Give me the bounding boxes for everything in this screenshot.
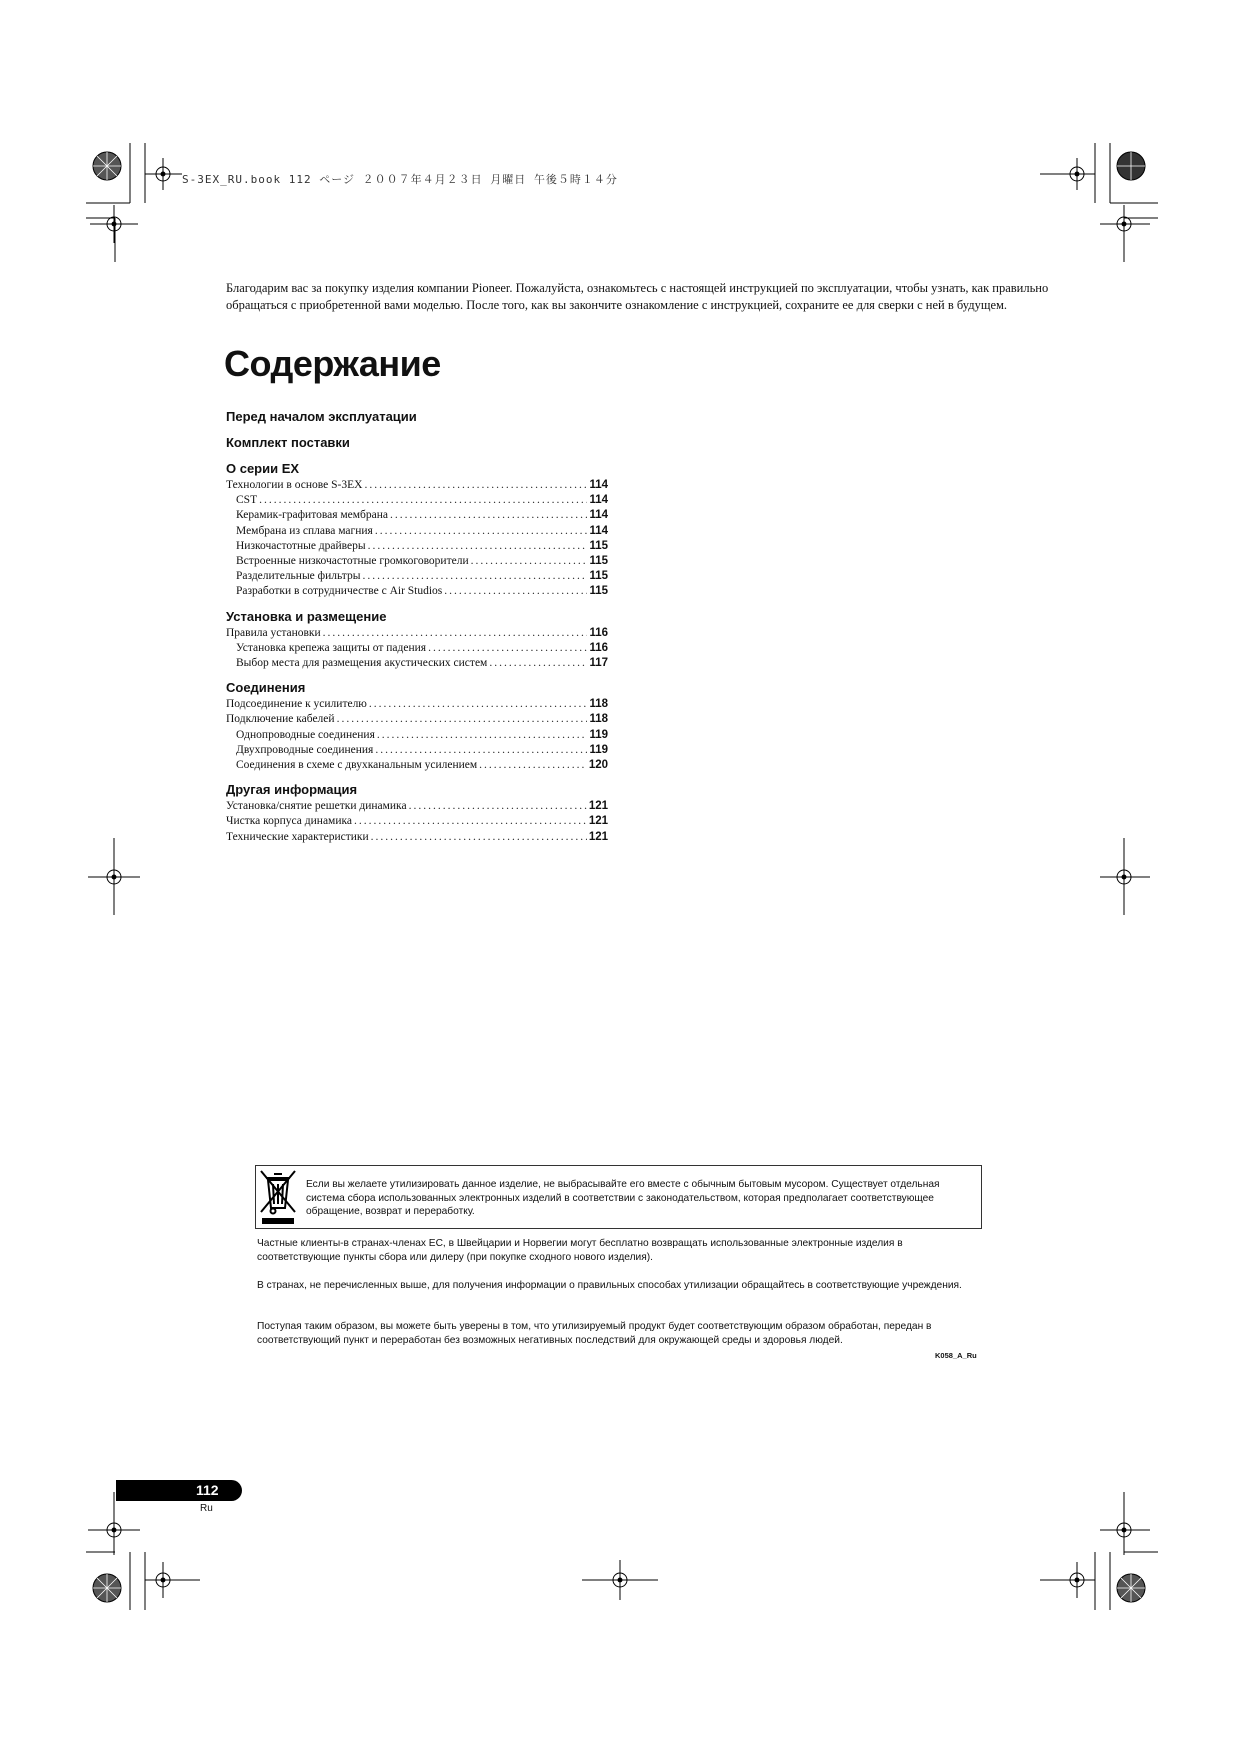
toc-entry-label: Подсоединение к усилителю xyxy=(226,698,367,711)
toc-leader-dots xyxy=(364,478,587,493)
toc-section-heading: Комплект поставки xyxy=(226,435,350,450)
toc-entry xyxy=(226,697,608,712)
toc-section-heading: Перед началом эксплуатации xyxy=(226,409,417,424)
page-title: Содержание xyxy=(224,343,441,384)
toc-leader-dots xyxy=(479,758,587,773)
toc-entry-page: 116 xyxy=(589,626,608,639)
toc-leader-dots xyxy=(371,830,587,845)
toc-entry-label: Низкочастотные драйверы xyxy=(236,539,366,552)
toc-entry-page: 115 xyxy=(589,585,608,598)
toc-entry xyxy=(226,539,608,554)
toc-entry-page: 115 xyxy=(589,570,608,583)
toc-entry xyxy=(226,626,608,641)
toc-entry xyxy=(226,830,608,845)
toc-entry-page: 114 xyxy=(589,524,608,537)
toc-entry xyxy=(226,758,608,773)
toc-entry xyxy=(226,584,608,599)
toc-leader-dots xyxy=(444,584,587,599)
page-language: Ru xyxy=(200,1503,213,1514)
toc-entry-label: Подключение кабелей xyxy=(226,713,335,726)
intro-paragraph: Благодарим вас за покупку изделия компании Pioneer. Пожалуйста, ознакомьтесь с настоящей инструкцией по эксплуатации, чтобы узнать, как правильно обращаться с приобретенной вами моделью. После того, как вы закончите ознакомление с инструкцией, сохраните ее для сверки с ней в будущем. xyxy=(226,281,1049,312)
toc-entry xyxy=(226,524,608,539)
toc-section xyxy=(226,408,608,426)
toc-entry-label: Чистка корпуса динамика xyxy=(226,815,352,828)
toc-leader-dots xyxy=(354,814,587,829)
toc-leader-dots xyxy=(369,697,588,712)
toc-leader-dots xyxy=(375,743,587,758)
toc-leader-dots xyxy=(428,641,587,656)
toc-entry-label: CST xyxy=(236,494,258,507)
toc-leader-dots xyxy=(368,539,588,554)
toc-entry-label: Мембрана из сплава магния xyxy=(236,524,373,537)
toc-section-heading: Соединения xyxy=(226,680,306,696)
document-code: K058_A_Ru xyxy=(935,1351,977,1360)
toc-entry-label: Выбор места для размещения акустических систем xyxy=(236,657,488,670)
toc-entry-label: Установка крепежа защиты от падения xyxy=(236,641,427,654)
toc-entry xyxy=(226,508,608,523)
toc-entry-label: Встроенные низкочастотные громкоговорители xyxy=(236,555,469,568)
toc-entry xyxy=(226,814,608,829)
toc-entry-page: 115 xyxy=(589,555,608,568)
toc-leader-dots xyxy=(409,799,587,814)
toc-entry-page: 114 xyxy=(589,509,608,522)
toc-entry xyxy=(226,554,608,569)
toc-entry-page: 119 xyxy=(589,743,608,756)
toc-section-heading: Другая информация xyxy=(226,782,358,798)
toc-entry-page: 114 xyxy=(589,494,608,507)
table-of-contents xyxy=(226,408,608,853)
toc-entry xyxy=(226,641,608,656)
toc-leader-dots xyxy=(471,554,588,569)
toc-entry xyxy=(226,728,608,743)
toc-section-heading: О серии EX xyxy=(226,461,300,476)
toc-entry xyxy=(226,712,608,727)
toc-entry xyxy=(226,569,608,584)
toc-entry-label: Установка/снятие решетки динамика xyxy=(226,800,407,813)
toc-entry-page: 121 xyxy=(588,815,608,828)
toc-entry-page: 118 xyxy=(589,698,608,711)
toc-entry-label: Двухпроводные соединения xyxy=(236,743,374,756)
page-number-bar xyxy=(116,1480,242,1501)
toc-leader-dots xyxy=(375,524,588,539)
toc-section xyxy=(226,460,608,600)
toc-leader-dots xyxy=(337,712,588,727)
toc-entry-label: Однопроводные соединения xyxy=(236,728,375,741)
toc-leader-dots xyxy=(489,656,587,671)
toc-entry-label: Технические характеристики xyxy=(226,830,369,843)
toc-entry-page: 121 xyxy=(588,800,608,813)
toc-entry xyxy=(226,478,608,493)
toc-section-heading: Установка и размещение xyxy=(226,608,387,624)
toc-entry-page: 116 xyxy=(589,641,608,654)
toc-entry-label: Правила установки xyxy=(226,626,321,639)
print-header-line: S-3EX_RU.book 112 ページ ２００７年４月２３日 月曜日 午後５時１４分 xyxy=(182,173,618,186)
weee-paragraph-eu: Частные клиенты-в странах-членах ЕС, в Швейцарии и Норвегии могут бесплатно возвращать использованные электронные изделия в соответствующие пункты сбора или дилеру (при покупке сходного нового изделия). xyxy=(257,1238,903,1263)
toc-entry-page: 119 xyxy=(589,728,608,741)
weee-paragraph-disposal: Поступая таким образом, вы можете быть уверены в том, что утилизируемый продукт будет соответствующим образом обработан, передан в соответствующий пункт и переработан без возможных негативных последствий для окружающей среды и здоровья людей. xyxy=(257,1321,932,1346)
toc-entry-page: 120 xyxy=(588,759,608,772)
toc-entry xyxy=(226,799,608,814)
toc-section xyxy=(226,679,608,773)
toc-entry-page: 115 xyxy=(589,539,608,552)
toc-entry-label: Соединения в схеме с двухканальным усилением xyxy=(236,759,478,772)
toc-entry-page: 117 xyxy=(589,657,608,670)
page-number: 112 xyxy=(196,1482,219,1498)
toc-entry-page: 121 xyxy=(588,830,608,843)
toc-entry-label: Технологии в основе S-3EX xyxy=(226,479,363,491)
toc-entry xyxy=(226,493,608,508)
toc-entry xyxy=(226,743,608,758)
toc-entry-label: Разработки в сотрудничестве с Air Studios xyxy=(236,585,443,598)
toc-leader-dots xyxy=(323,626,588,641)
toc-entry-label: Разделительные фильтры xyxy=(236,570,361,583)
toc-leader-dots xyxy=(259,493,587,508)
weee-paragraph-other-countries: В странах, не перечисленных выше, для получения информации о правильных способах утилизации обращайтесь в соответствующие учреждения. xyxy=(257,1280,962,1291)
toc-leader-dots xyxy=(362,569,587,584)
toc-entry-label: Керамик-графитовая мембрана xyxy=(236,509,389,522)
toc-section xyxy=(226,434,608,452)
crossed-out-wheelie-bin-icon xyxy=(256,1166,300,1228)
weee-box-text: Если вы желаете утилизировать данное изделие, не выбрасывайте его вместе с обычным бытовым мусором. Существует отдельная система сбора использованных электронных изделий в соответствии с законодательством, которая предполагает соответствующее обращение, возврат и переработку. xyxy=(306,1179,940,1217)
toc-entry-page: 114 xyxy=(589,479,608,491)
toc-leader-dots xyxy=(377,728,588,743)
toc-section xyxy=(226,608,608,672)
toc-entry xyxy=(226,656,608,671)
toc-entry-page: 118 xyxy=(589,713,608,726)
toc-section xyxy=(226,781,608,845)
toc-leader-dots xyxy=(390,508,587,523)
